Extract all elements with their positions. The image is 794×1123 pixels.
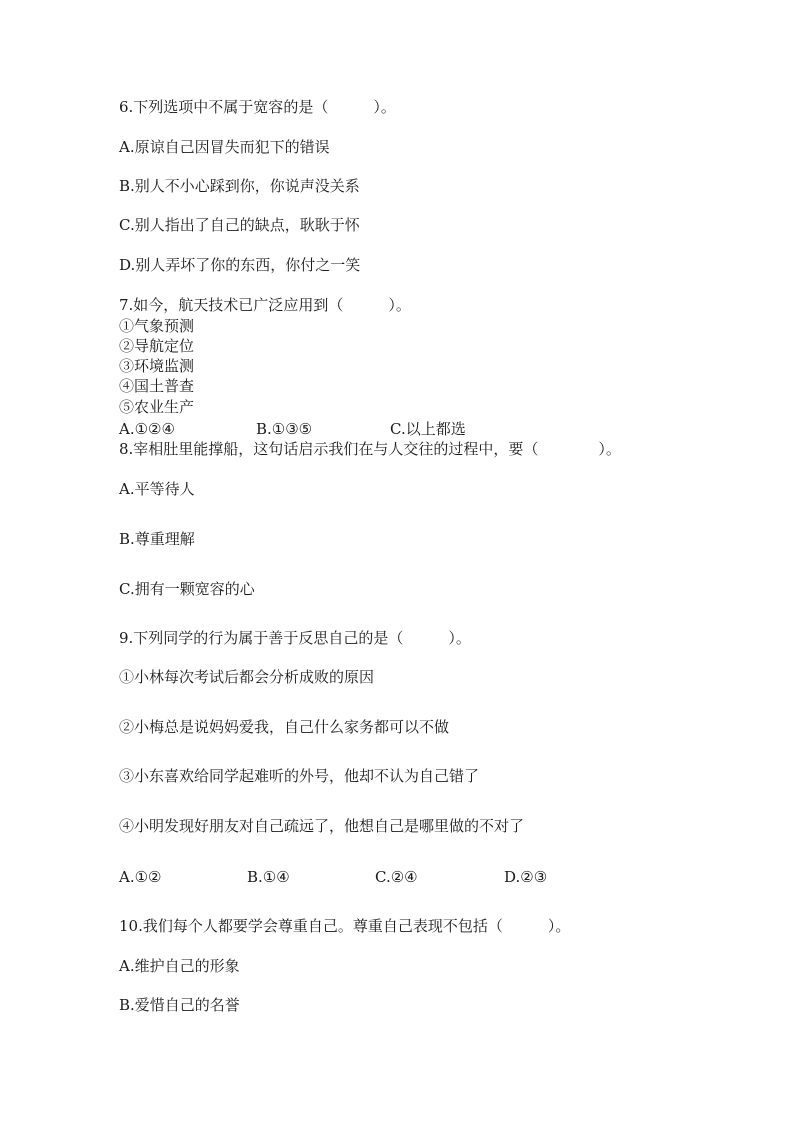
- question-8-option-a: A.平等待人: [119, 480, 195, 498]
- question-6-option-b: B.别人不小心踩到你，你说声没关系: [119, 177, 360, 195]
- question-8-option-b: B.尊重理解: [119, 530, 195, 548]
- question-9-stem: 9.下列同学的行为属于善于反思自己的是（ ）。: [119, 629, 471, 647]
- question-10-option-b: B.爱惜自己的名誉: [119, 996, 240, 1014]
- question-9-item-3: ③小东喜欢给同学起难听的外号，他却不认为自己错了: [119, 767, 480, 785]
- question-7-item-2: ②导航定位: [119, 337, 195, 355]
- question-7-item-1: ①气象预测: [119, 317, 195, 335]
- question-6-option-a: A.原谅自己因冒失而犯下的错误: [119, 138, 330, 156]
- question-9-option-c: C.②④: [375, 868, 418, 886]
- question-9-item-4: ④小明发现好朋友对自己疏远了，他想自己是哪里做的不对了: [119, 817, 525, 835]
- question-9-option-b: B.①④: [247, 868, 290, 886]
- question-10-option-a: A.维护自己的形象: [119, 957, 240, 975]
- question-6-option-c: C.别人指出了自己的缺点，耿耿于怀: [119, 216, 360, 234]
- question-8-stem: 8.宰相肚里能撑船，这句话启示我们在与人交往的过程中，要（ ）。: [119, 440, 621, 458]
- question-7-item-4: ④国土普查: [119, 377, 195, 395]
- question-7-item-3: ③环境监测: [119, 357, 195, 375]
- question-6-stem: 6.下列选项中不属于宽容的是（ ）。: [119, 98, 396, 116]
- question-7-item-5: ⑤农业生产: [119, 398, 195, 416]
- question-10-stem: 10.我们每个人都要学会尊重自己。尊重自己表现不包括（ ）。: [119, 917, 571, 935]
- question-9-item-2: ②小梅总是说妈妈爱我，自己什么家务都可以不做: [119, 718, 450, 736]
- question-9-option-a: A.①②: [119, 868, 162, 886]
- question-8-option-c: C.拥有一颗宽容的心: [119, 580, 255, 598]
- question-9-option-d: D.②③: [504, 868, 548, 886]
- question-9-item-1: ①小林每次考试后都会分析成败的原因: [119, 668, 375, 686]
- question-7-option-b: B.①③⑤: [256, 420, 313, 438]
- question-7-stem: 7.如今，航天技术已广泛应用到（ ）。: [119, 296, 411, 314]
- question-7-option-a: A.①②④: [119, 420, 175, 438]
- question-6-option-d: D.别人弄坏了你的东西，你付之一笑: [119, 256, 361, 274]
- question-7-option-c: C.以上都选: [390, 420, 466, 438]
